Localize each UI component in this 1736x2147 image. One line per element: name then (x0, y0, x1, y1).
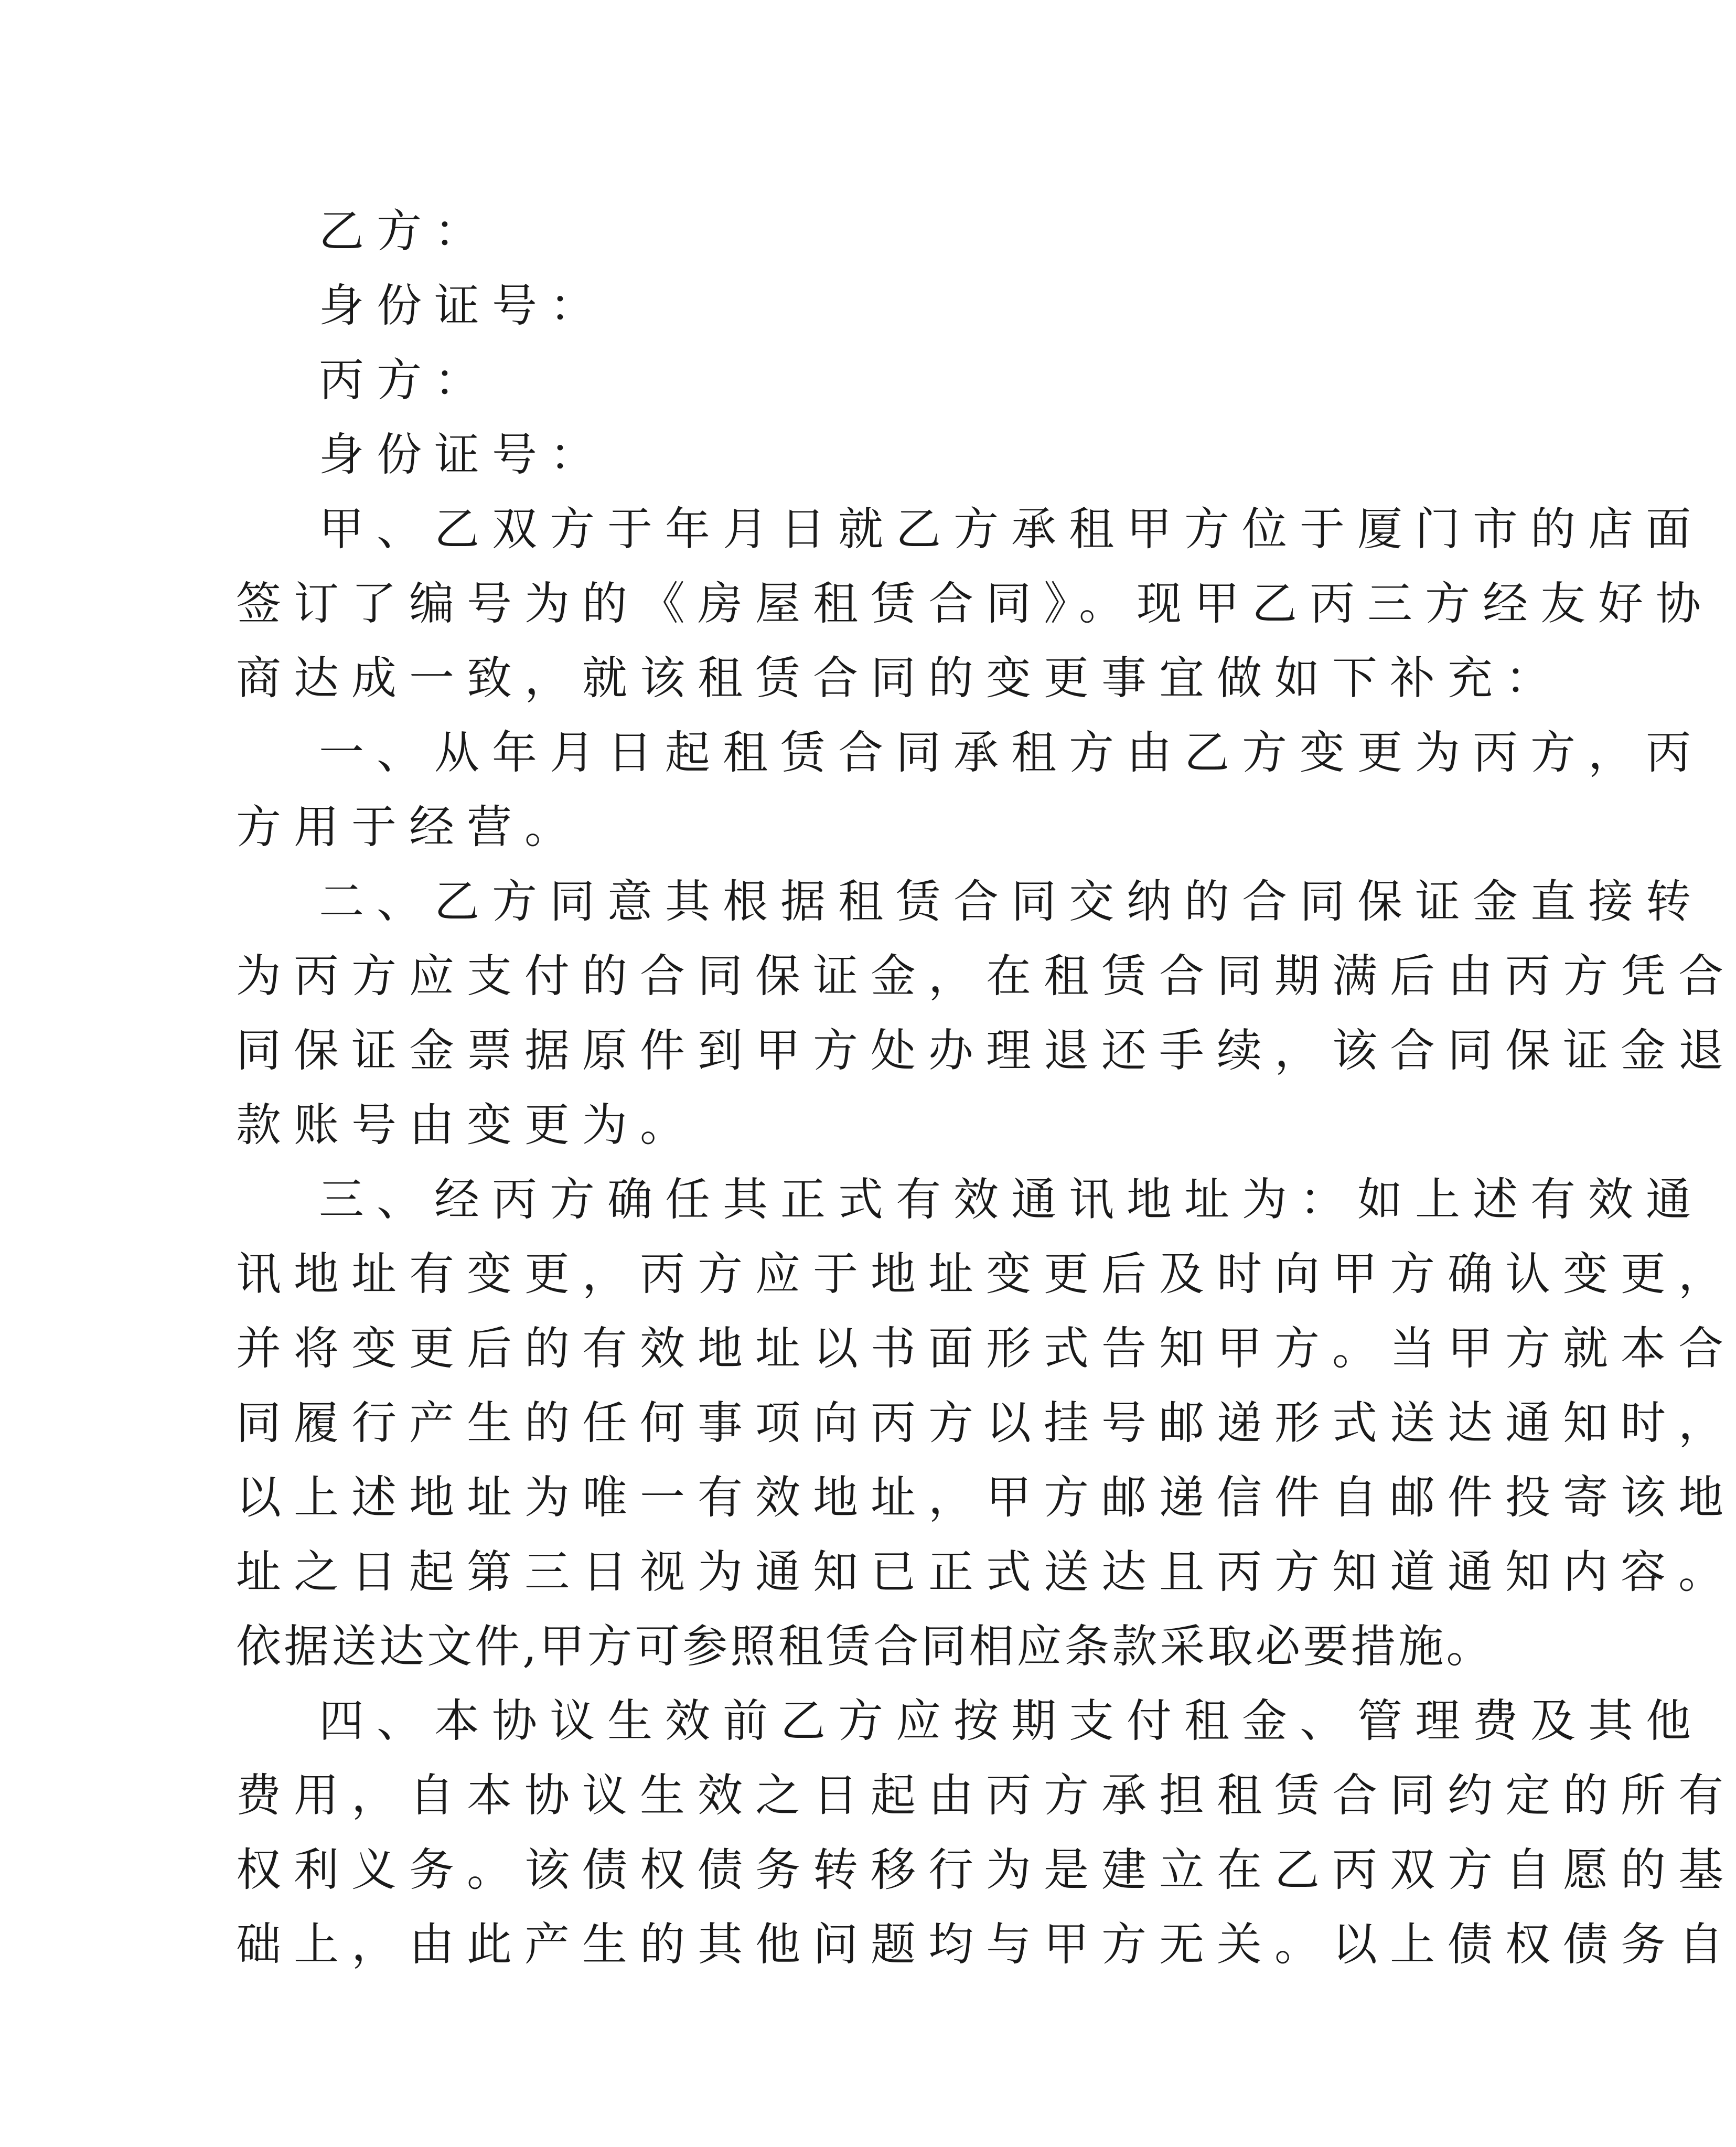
paragraph-clause-1 (236, 715, 1703, 864)
paragraph-line: 同保证金票据原件到甲方处办理退还手续，该合同保证金退 (236, 1024, 1736, 1077)
paragraph-line: 为丙方应支付的合同保证金，在租赁合同期满后由丙方凭合 (236, 950, 1736, 1002)
document-body (236, 194, 1736, 1982)
paragraph-clause-4 (236, 1684, 1736, 1982)
paragraph-line: 讯地址有变更，丙方应于地址变更后及时向甲方确认变更， (236, 1248, 1736, 1300)
paragraph-line: 一、从年月日起租赁合同承租方由乙方变更为丙方，丙 (319, 727, 1703, 779)
paragraph-line: 址之日起第三日视为通知已正式送达且丙方知道通知内容。 (236, 1546, 1736, 1598)
paragraph-line: 权利义务。该债权债务转移行为是建立在乙丙双方自愿的基 (236, 1844, 1736, 1896)
paragraph-line: 四、本协议生效前乙方应按期支付租金、管理费及其他 (319, 1695, 1703, 1747)
party-b-label: 乙方： (319, 205, 492, 258)
paragraph-line: 依据送达文件,甲方可参照租赁合同相应条款采取必要措施。 (236, 1620, 1494, 1673)
party-c-id-label: 身份证号： (319, 429, 607, 481)
paragraph-line: 商达成一致，就该租赁合同的变更事宜做如下补充： (236, 652, 1563, 704)
paragraph-clause-3 (236, 1162, 1736, 1684)
paragraph-line: 三、经丙方确任其正式有效通讯地址为：如上述有效通 (319, 1173, 1703, 1226)
paragraph-line: 二、乙方同意其根据租赁合同交纳的合同保证金直接转 (319, 875, 1703, 928)
paragraph-line: 以上述地址为唯一有效地址，甲方邮递信件自邮件投寄该地 (236, 1471, 1736, 1524)
paragraph-intro (236, 492, 1713, 715)
paragraph-line: 甲、乙双方于年月日就乙方承租甲方位于厦门市的店面 (319, 503, 1703, 556)
paragraph-line: 并将变更后的有效地址以书面形式告知甲方。当甲方就本合 (236, 1322, 1736, 1375)
paragraph-line: 签订了编号为的《房屋租赁合同》。现甲乙丙三方经友好协 (236, 578, 1713, 630)
party-b-id-label: 身份证号： (319, 280, 607, 332)
paragraph-line: 同履行产生的任何事项向丙方以挂号邮递形式送达通知时， (236, 1397, 1736, 1449)
paragraph-line: 款账号由变更为。 (236, 1099, 698, 1151)
paragraph-line: 费用，自本协议生效之日起由丙方承担租赁合同约定的所有 (236, 1769, 1736, 1822)
party-c-label: 丙方： (319, 354, 492, 407)
paragraph-clause-2 (236, 864, 1736, 1162)
paragraph-line: 方用于经营。 (236, 801, 582, 853)
paragraph-line: 础上，由此产生的其他问题均与甲方无关。以上债权债务自 (236, 1918, 1736, 1971)
